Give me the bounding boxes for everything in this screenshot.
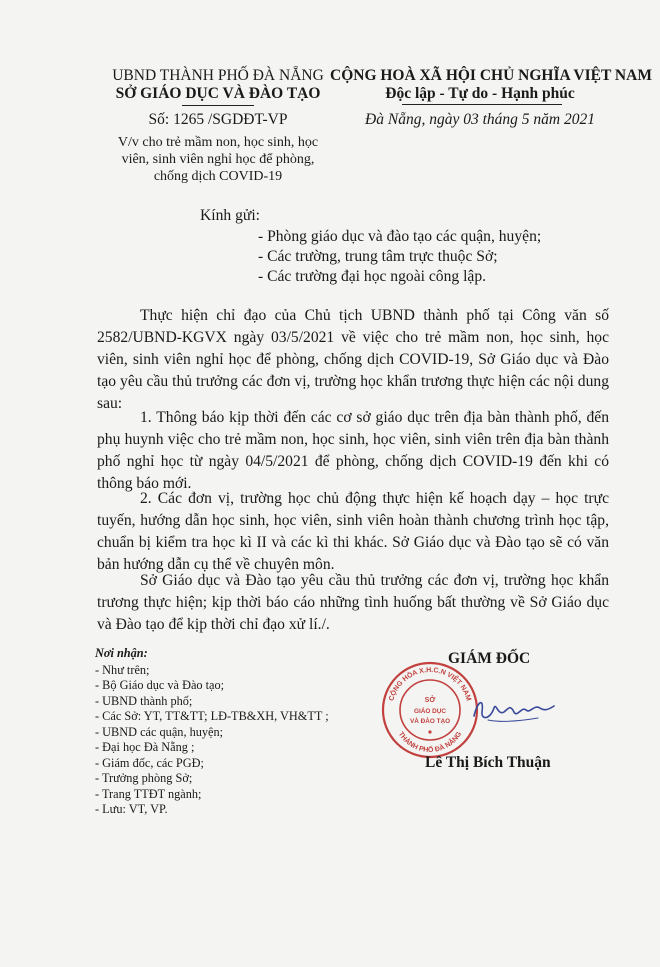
official-seal bbox=[380, 660, 480, 760]
recipients-label: Kính gửi: bbox=[200, 207, 260, 224]
body-paragraph-intro bbox=[97, 305, 609, 415]
signer-title: GIÁM ĐỐC bbox=[448, 650, 531, 667]
item-2-text: 2. Các đơn vị, trường học chủ động thực hiện kế hoạch dạy – học trực tuyến, hướng dẫn học sinh, học viên, sinh viên hoàn thành chương trình học tập, chuẩn bị kiểm tra học kì II và các kì thi khác. Sở Giáo dục và Đào tạo sẽ có văn bản hướng dẫn cụ thể về chuyên môn. bbox=[97, 490, 609, 573]
document-number: Số: 1265 /SGDĐT-VP bbox=[148, 111, 288, 128]
distribution-item: - Bộ Giáo dục và Đào tạo; bbox=[95, 678, 225, 692]
org-underline bbox=[182, 105, 254, 106]
distribution-item: - Các Sở: YT, TT&TT; LĐ-TB&XH, VH&TT ; bbox=[95, 709, 329, 723]
org-name: SỞ GIÁO DỤC VÀ ĐÀO TẠO bbox=[115, 85, 321, 102]
distribution-item: - Trưởng phòng Sở; bbox=[95, 771, 193, 785]
body-paragraph-1 bbox=[97, 407, 609, 495]
distribution-item: - UBND thành phố; bbox=[95, 694, 193, 708]
distribution-item: - UBND các quận, huyện; bbox=[95, 725, 224, 739]
distribution-item: - Lưu: VT, VP. bbox=[95, 802, 168, 816]
handwritten-signature bbox=[468, 690, 558, 730]
recipient-1: - Phòng giáo dục và đào tạo các quận, huyện; bbox=[258, 228, 542, 245]
closing-text: Sở Giáo dục và Đào tạo yêu cầu thủ trưởng các đơn vị, trường học khẩn trương thực hiện; kịp thời báo cáo những tình huống bất thường về Sở Giáo dục và Đào tạo để kịp thời chỉ đạo xử lí./. bbox=[97, 572, 609, 633]
place-date: Đà Nẵng, ngày 03 tháng 5 năm 2021 bbox=[365, 111, 595, 128]
signer-name: Lê Thị Bích Thuận bbox=[425, 754, 551, 771]
body-paragraph-2 bbox=[97, 488, 609, 576]
body-paragraph-closing bbox=[97, 570, 609, 636]
subject-line-3: chống dịch COVID-19 bbox=[153, 169, 283, 184]
svg-text:VÀ ĐÀO TẠO: VÀ ĐÀO TẠO bbox=[409, 718, 451, 725]
recipient-3: - Các trường đại học ngoài công lập. bbox=[258, 268, 487, 285]
subject-line-2: viên, sinh viên nghỉ học để phòng, bbox=[121, 152, 315, 167]
distribution-item: - Trang TTĐT ngành; bbox=[95, 787, 202, 801]
nation-title: CỘNG HOÀ XÃ HỘI CHỦ NGHĨA VIỆT NAM bbox=[330, 67, 652, 84]
recipient-2: - Các trường, trung tâm trực thuộc Sở; bbox=[258, 248, 498, 265]
distribution-item: - Giám đốc, các PGĐ; bbox=[95, 756, 204, 770]
distribution-label: Nơi nhận: bbox=[95, 646, 148, 660]
intro-text: Thực hiện chỉ đạo của Chủ tịch UBND thành phố tại Công văn số 2582/UBND-KGVX ngày 03/5/2021 về việc cho trẻ mầm non, học sinh, học viên, sinh viên nghỉ học để phòng, chống dịch COVID-19, Sở Giáo dục và Đào tạo yêu cầu thủ trưởng các đơn vị, trường học khẩn trương thực hiện các nội dung sau: bbox=[97, 307, 609, 412]
motto-underline bbox=[402, 104, 562, 105]
svg-text:CỘNG HÒA X.H.C.N VIỆT NAM: CỘNG HÒA X.H.C.N VIỆT NAM bbox=[388, 666, 472, 702]
item-1-text: 1. Thông báo kịp thời đến các cơ sở giáo dục trên địa bàn thành phố, đến phụ huynh việc cho trẻ mầm non, học sinh, học viên, sinh viên trên địa bàn thành phố nghỉ học từ ngày 04/5/2021 để phòng, chống dịch COVID-19 đến khi có thông báo mới. bbox=[97, 409, 609, 492]
svg-text:THÀNH PHỐ ĐÀ NẴNG: THÀNH PHỐ ĐÀ NẴNG bbox=[396, 730, 464, 755]
distribution-item: - Đại học Đà Nẵng ; bbox=[95, 740, 195, 754]
motto: Độc lập - Tự do - Hạnh phúc bbox=[385, 85, 575, 102]
org-parent: UBND THÀNH PHỐ ĐÀ NẴNG bbox=[112, 67, 324, 84]
svg-text:SỞ: SỞ bbox=[424, 697, 436, 704]
subject-line-1: V/v cho trẻ mầm non, học sinh, học bbox=[117, 135, 319, 150]
svg-text:GIÁO DỤC: GIÁO DỤC bbox=[414, 708, 446, 715]
distribution-item: - Như trên; bbox=[95, 663, 150, 677]
